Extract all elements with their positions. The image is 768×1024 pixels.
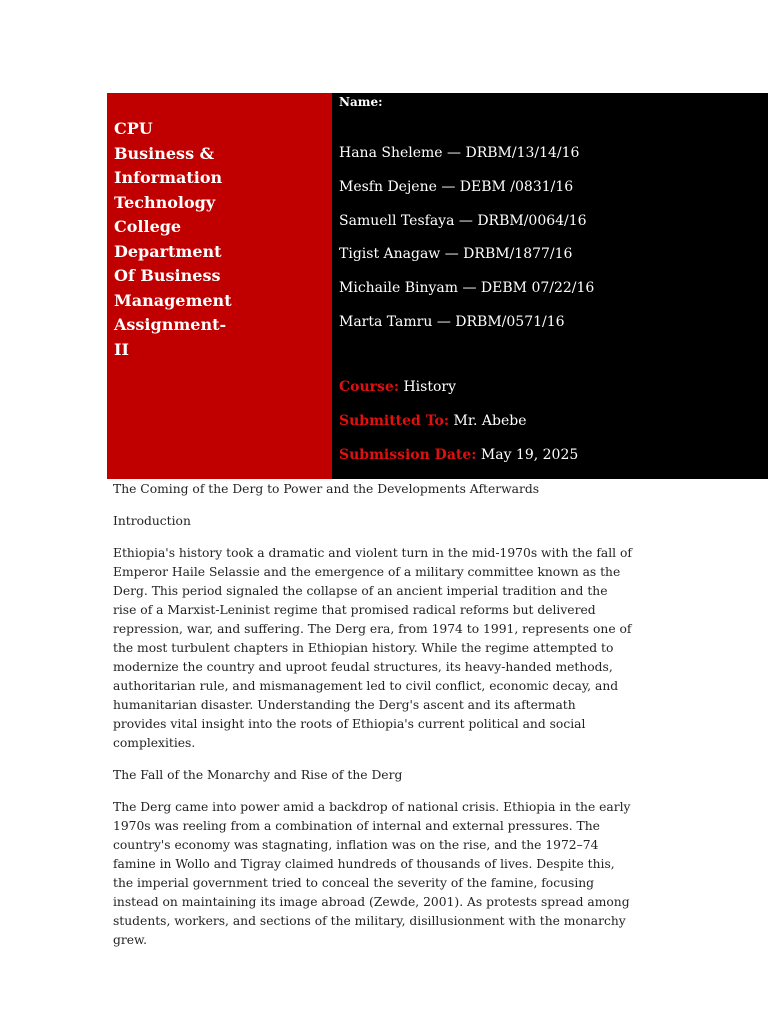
institution-line: CPU	[114, 119, 153, 138]
institution-panel	[107, 93, 332, 479]
member-entry: Michaile Binyam — DEBM 07/22/16	[339, 280, 595, 296]
submitted-to-row	[339, 413, 526, 429]
course-row	[339, 379, 456, 395]
member-entry: Marta Tamru — DRBM/0571/16	[339, 314, 565, 330]
course-value: History	[403, 379, 456, 395]
institution-line: College	[114, 217, 182, 236]
cover-block	[107, 93, 768, 479]
submission-date-row	[339, 447, 578, 463]
submitted-to-value: Mr. Abebe	[453, 413, 527, 429]
section-paragraph: The Derg came into power amid a backdrop of national crisis. Ethiopia in the early 1970s was reeling from a combination of internal and external pressures. The country's economy was stagnating, inflation was on the rise, and the 1972–74 famine in Wollo and Tigray claimed hundreds of thousands of lives. Despite this, the imperial government tried to conceal the severity of the famine, focusing instead on maintaining its image abroad (Zewde, 2001). As protests spread among students, workers, and sections of the military, disillusionment with the monarchy grew.	[113, 800, 631, 947]
institution-line: Technology	[114, 192, 216, 212]
submitted-to-label: Submitted To:	[339, 413, 450, 429]
member-entry: Mesfn Dejene — DEBM /0831/16	[339, 179, 574, 195]
member-entry: Hana Sheleme — DRBM/13/14/16	[339, 145, 580, 161]
institution-line: Assignment-	[114, 315, 227, 334]
name-label: Name:	[339, 95, 383, 109]
institution-line: Department	[114, 241, 222, 261]
submission-date-label: Submission Date:	[339, 447, 477, 463]
section-heading: The Fall of the Monarchy and Rise of the Derg	[113, 768, 403, 782]
intro-paragraph: Ethiopia's history took a dramatic and violent turn in the mid-1970s with the fall of Emperor Haile Selassie and the emergence of a military committee known as the Derg. This period signaled the collapse of an ancient imperial tradition and the rise of a Marxist-Leninist regime that promised radical reforms but delivered repression, war, and suffering. The Derg era, from 1974 to 1991, represents one of the most turbulent chapters in Ethiopian history. While the regime attempted to modernize the country and uproot feudal structures, its heavy-handed methods, authoritarian rule, and mismanagement led to civil conflict, economic decay, and humanitarian disaster. Understanding the Derg's ascent and its aftermath provides vital insight into the roots of Ethiopia's current political and social complexities.	[113, 546, 632, 750]
member-entry: Tigist Anagaw — DRBM/1877/16	[339, 246, 573, 262]
institution-line: Business &	[114, 143, 215, 163]
intro-heading: Introduction	[113, 514, 191, 528]
institution-line: II	[114, 339, 129, 359]
institution-line: Information	[114, 168, 223, 187]
institution-line: Of Business	[114, 266, 221, 285]
document-title: The Coming of the Derg to Power and the Developments Afterwards	[113, 482, 540, 496]
institution-line: Management	[114, 290, 232, 310]
course-label: Course:	[339, 379, 399, 395]
document-body	[113, 480, 633, 963]
submission-date-value: May 19, 2025	[480, 447, 579, 463]
details-panel	[332, 93, 768, 479]
member-entry: Samuell Tesfaya — DRBM/0064/16	[339, 213, 587, 229]
